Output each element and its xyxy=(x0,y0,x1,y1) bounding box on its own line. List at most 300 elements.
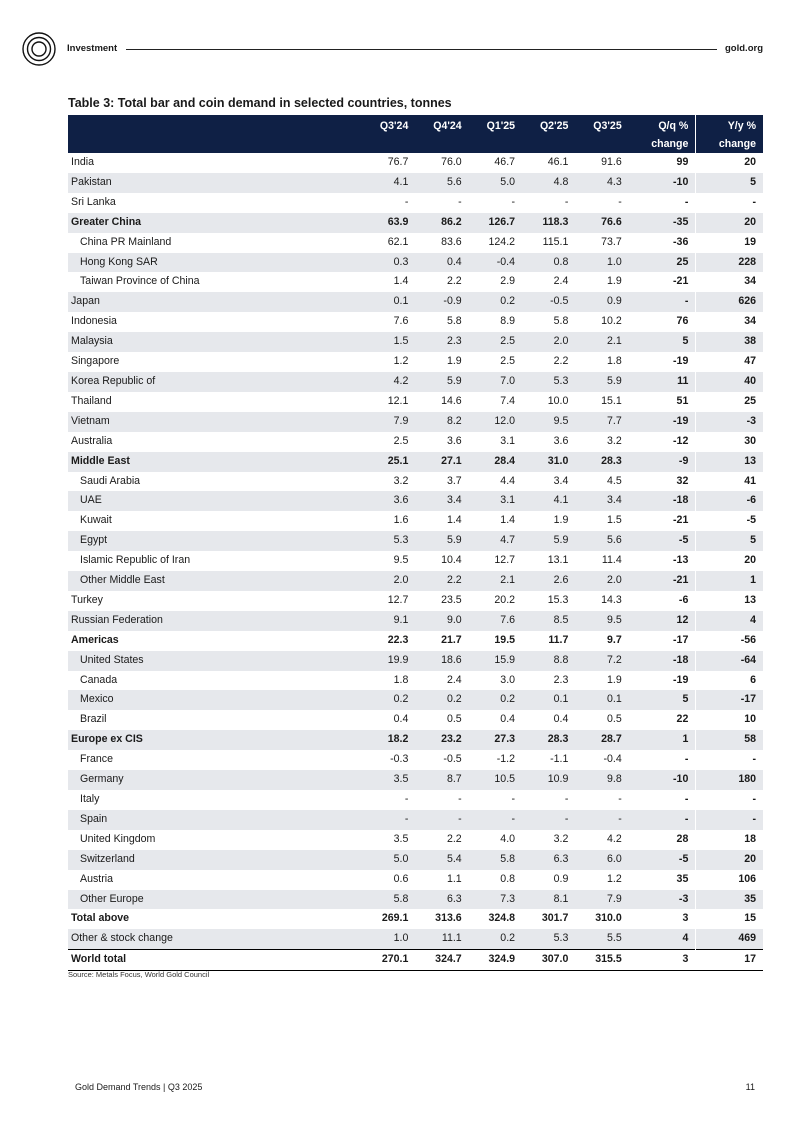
table-row xyxy=(68,730,763,750)
table-row xyxy=(68,312,763,332)
value-cell: 3.6 xyxy=(446,434,462,447)
table-row xyxy=(68,571,763,591)
value-cell: 1.1 xyxy=(446,872,462,885)
qq-change-cell: - xyxy=(684,195,689,208)
qq-change-cell: 51 xyxy=(676,394,689,407)
row-label: Other & stock change xyxy=(68,929,362,949)
value-cell: 6.0 xyxy=(575,850,628,870)
value-cell: 12.7 xyxy=(494,554,516,567)
row-label: Vietnam xyxy=(68,412,362,432)
page-header xyxy=(22,32,763,66)
table-row xyxy=(68,511,763,531)
value-cell: 3.4 xyxy=(415,491,468,511)
value-cell: 7.6 xyxy=(469,611,522,631)
yy-change-cell: 41 xyxy=(696,472,763,492)
value-cell: 3.6 xyxy=(362,491,415,511)
value-cell: 0.5 xyxy=(446,713,462,726)
row-label: World total xyxy=(68,950,362,971)
value-cell: -1.2 xyxy=(496,753,516,766)
value-cell: 118.3 xyxy=(522,213,575,233)
qq-change-cell: 5 xyxy=(629,332,696,352)
yy-change-cell: - xyxy=(696,193,763,213)
qq-change-cell: -9 xyxy=(629,452,696,472)
value-cell: 307.0 xyxy=(522,950,575,971)
qq-change-cell: -36 xyxy=(673,235,689,248)
yy-change-cell: 35 xyxy=(696,890,763,910)
yy-change-cell: 6 xyxy=(696,671,763,691)
value-cell: 0.8 xyxy=(522,253,575,273)
header-divider xyxy=(126,49,717,50)
qq-change-cell: -10 xyxy=(629,173,696,193)
yy-header-line: Y/y % xyxy=(727,120,756,132)
value-cell: 10.5 xyxy=(469,770,522,790)
value-cell: 7.7 xyxy=(575,412,628,432)
qq-change-cell: -21 xyxy=(673,514,689,527)
row-label: France xyxy=(80,753,113,766)
value-cell: 2.3 xyxy=(553,673,569,686)
value-cell: 1.9 xyxy=(606,275,622,288)
value-cell: 10.4 xyxy=(441,554,462,567)
value-cell: 7.9 xyxy=(362,412,415,432)
qq-change-cell: 4 xyxy=(629,929,696,949)
value-cell: 2.1 xyxy=(575,332,628,352)
table-row xyxy=(68,790,763,810)
yy-change-cell: -64 xyxy=(696,651,763,671)
table-row xyxy=(68,750,763,770)
qq-header-line: change xyxy=(651,138,689,150)
qq-change-cell: -18 xyxy=(629,491,696,511)
value-cell: 5.3 xyxy=(522,372,575,392)
value-cell: 2.9 xyxy=(500,275,516,288)
qq-change-header xyxy=(629,115,696,153)
yy-change-cell: 20 xyxy=(696,551,763,571)
value-cell: 28.3 xyxy=(575,452,628,472)
yy-change-cell: 34 xyxy=(696,312,763,332)
value-cell: 126.7 xyxy=(469,213,522,233)
row-label: Italy xyxy=(80,793,100,805)
value-cell: 63.9 xyxy=(362,213,415,233)
source-note: Source: Metals Focus, World Gold Council xyxy=(68,970,210,979)
value-cell: 7.3 xyxy=(469,890,522,910)
yy-change-cell: 4 xyxy=(696,611,763,631)
value-cell: 6.3 xyxy=(415,890,468,910)
value-cell: 5.8 xyxy=(553,315,569,328)
value-cell: 31.0 xyxy=(522,452,575,472)
value-cell: 18.2 xyxy=(362,730,415,750)
value-cell: -0.3 xyxy=(390,753,409,766)
yy-change-cell: -6 xyxy=(696,491,763,511)
column-header: Q1'25 xyxy=(469,115,522,153)
table-title: Table 3: Total bar and coin demand in selected countries, tonnes xyxy=(68,96,452,110)
qq-change-cell: 35 xyxy=(676,872,689,885)
value-cell: 2.2 xyxy=(553,355,569,368)
value-cell: 19.5 xyxy=(494,633,516,646)
value-cell: 301.7 xyxy=(541,912,569,925)
value-cell: 86.2 xyxy=(415,213,468,233)
table-row xyxy=(68,611,763,631)
column-header: Q4'24 xyxy=(415,115,468,153)
value-cell: 4.8 xyxy=(522,173,575,193)
table-row xyxy=(68,890,763,910)
value-cell: 2.3 xyxy=(415,332,468,352)
value-cell: 20.2 xyxy=(494,593,516,606)
value-cell: 73.7 xyxy=(601,235,622,248)
value-cell: 14.6 xyxy=(441,394,462,407)
row-label: Taiwan Province of China xyxy=(80,275,200,288)
value-cell: 315.5 xyxy=(575,950,628,971)
value-cell: 4.3 xyxy=(575,173,628,193)
yy-change-cell: 20 xyxy=(696,850,763,870)
row-label: United States xyxy=(68,651,362,671)
row-label: Canada xyxy=(80,673,118,686)
value-cell: 4.2 xyxy=(606,832,622,845)
value-cell: 5.6 xyxy=(415,173,468,193)
value-cell: - xyxy=(575,810,628,830)
table-row xyxy=(68,950,763,971)
value-cell: 0.8 xyxy=(500,872,516,885)
value-cell: 8.2 xyxy=(415,412,468,432)
value-cell: 28.7 xyxy=(575,730,628,750)
value-cell: 0.4 xyxy=(500,713,516,726)
yy-change-cell: 228 xyxy=(696,253,763,273)
value-cell: 1.0 xyxy=(575,253,628,273)
row-label: Brazil xyxy=(80,713,107,726)
row-label: Americas xyxy=(71,633,119,646)
value-cell: 10.2 xyxy=(601,315,622,328)
qq-change-cell: - xyxy=(629,810,696,830)
row-label: Pakistan xyxy=(68,173,362,193)
qq-change-cell: -19 xyxy=(673,355,689,368)
value-cell: 3.5 xyxy=(362,770,415,790)
value-cell: 11.4 xyxy=(601,554,622,567)
value-cell: 5.3 xyxy=(522,929,575,949)
value-cell: 4.2 xyxy=(362,372,415,392)
gold-org-logo-icon xyxy=(22,32,56,66)
value-cell: 2.5 xyxy=(393,434,409,447)
value-cell: 4.1 xyxy=(362,173,415,193)
table-row xyxy=(68,272,763,292)
table-row xyxy=(68,452,763,472)
value-cell: 0.2 xyxy=(415,690,468,710)
yy-change-cell: -56 xyxy=(696,631,763,651)
qq-change-cell: 25 xyxy=(629,253,696,273)
yy-change-cell: 180 xyxy=(696,770,763,790)
value-cell: 5.3 xyxy=(362,531,415,551)
value-cell: 22.3 xyxy=(387,633,409,646)
value-cell: 0.3 xyxy=(362,253,415,273)
table-row xyxy=(68,372,763,392)
value-cell: - xyxy=(511,793,516,805)
row-label: China PR Mainland xyxy=(80,235,172,248)
value-cell: 2.1 xyxy=(469,571,522,591)
value-cell: 1.5 xyxy=(362,332,415,352)
value-cell: 2.2 xyxy=(446,275,462,288)
yy-change-cell: 10 xyxy=(696,710,763,730)
value-cell: 115.1 xyxy=(542,235,569,248)
value-cell: 2.0 xyxy=(522,332,575,352)
value-cell: 0.1 xyxy=(362,292,415,312)
value-cell: 28.3 xyxy=(522,730,575,750)
value-cell: 5.0 xyxy=(362,850,415,870)
value-cell: - xyxy=(458,793,462,805)
column-header: Q2'25 xyxy=(522,115,575,153)
qq-change-cell: -18 xyxy=(629,651,696,671)
table-row xyxy=(68,551,763,571)
table-header-row xyxy=(68,115,763,153)
value-cell: 0.4 xyxy=(415,253,468,273)
value-cell: 1.8 xyxy=(393,673,409,686)
header-blank xyxy=(68,115,362,153)
table-row xyxy=(68,432,763,452)
value-cell: 2.2 xyxy=(446,832,462,845)
row-label: Russian Federation xyxy=(68,611,362,631)
yy-change-cell: 19 xyxy=(696,233,763,253)
value-cell: 3.1 xyxy=(500,434,516,447)
value-cell: 10.0 xyxy=(547,394,569,407)
value-cell: 1.9 xyxy=(606,673,622,686)
row-label: India xyxy=(71,156,94,168)
qq-change-cell: -6 xyxy=(678,593,689,606)
value-cell: -0.9 xyxy=(415,292,468,312)
value-cell: 76.7 xyxy=(387,156,409,168)
value-cell: 324.8 xyxy=(488,912,516,925)
table-row xyxy=(68,491,763,511)
table-row xyxy=(68,591,763,611)
value-cell: 12.0 xyxy=(469,412,522,432)
qq-change-cell: 5 xyxy=(629,690,696,710)
table-row xyxy=(68,292,763,312)
qq-change-cell: 11 xyxy=(629,372,696,392)
value-cell: 6.3 xyxy=(522,850,575,870)
value-cell: - xyxy=(564,195,569,208)
yy-change-cell: 30 xyxy=(696,432,763,452)
table-row xyxy=(68,690,763,710)
value-cell: 12.1 xyxy=(387,394,409,407)
value-cell: 13.1 xyxy=(547,554,569,567)
value-cell: -0.4 xyxy=(469,253,522,273)
value-cell: 5.9 xyxy=(575,372,628,392)
row-label: Indonesia xyxy=(71,315,117,328)
page-number: 11 xyxy=(745,1082,755,1092)
value-cell: 14.3 xyxy=(601,593,622,606)
value-cell: 1.5 xyxy=(606,514,622,527)
value-cell: 21.7 xyxy=(441,633,462,646)
yy-change-cell: 13 xyxy=(696,452,763,472)
value-cell: - xyxy=(362,810,415,830)
value-cell: -1.1 xyxy=(550,753,569,766)
value-cell: 76.0 xyxy=(441,156,462,168)
value-cell: 0.2 xyxy=(469,690,522,710)
yy-change-cell: 40 xyxy=(696,372,763,392)
value-cell: 8.5 xyxy=(522,611,575,631)
table-row xyxy=(68,173,763,193)
value-cell: 46.7 xyxy=(494,156,516,168)
row-label: Switzerland xyxy=(68,850,362,870)
yy-change-cell: 18 xyxy=(696,830,763,850)
yy-change-cell: 20 xyxy=(696,213,763,233)
value-cell: - xyxy=(415,810,468,830)
value-cell: - xyxy=(458,195,462,208)
yy-change-cell: 58 xyxy=(696,730,763,750)
table-row xyxy=(68,671,763,691)
row-label: Saudi Arabia xyxy=(80,474,141,487)
value-cell: -0.5 xyxy=(522,292,575,312)
row-label: Germany xyxy=(68,770,362,790)
value-cell: 3.0 xyxy=(500,673,516,686)
value-cell: 8.9 xyxy=(500,315,516,328)
qq-change-cell: 76 xyxy=(676,315,689,328)
value-cell: 5.9 xyxy=(415,531,468,551)
row-label: Egypt xyxy=(68,531,362,551)
qq-change-cell: 32 xyxy=(676,474,689,487)
row-label: Kuwait xyxy=(80,514,112,527)
value-cell: 2.6 xyxy=(522,571,575,591)
value-cell: 23.5 xyxy=(441,593,462,606)
value-cell: 76.6 xyxy=(575,213,628,233)
yy-change-cell: -3 xyxy=(696,412,763,432)
value-cell: 5.8 xyxy=(362,890,415,910)
row-label: Austria xyxy=(80,872,113,885)
qq-change-cell: -21 xyxy=(673,275,689,288)
table-row xyxy=(68,651,763,671)
qq-change-cell: -35 xyxy=(629,213,696,233)
value-cell: 5.6 xyxy=(575,531,628,551)
table-row xyxy=(68,850,763,870)
yy-change-cell: -17 xyxy=(696,690,763,710)
footer-publication: Gold Demand Trends | Q3 2025 xyxy=(75,1082,203,1092)
value-cell: 310.0 xyxy=(595,912,622,925)
qq-change-cell: 1 xyxy=(629,730,696,750)
value-cell: 1.6 xyxy=(393,514,409,527)
table-row xyxy=(68,830,763,850)
value-cell: 4.4 xyxy=(500,474,516,487)
yy-change-cell: - xyxy=(696,750,763,770)
row-label: Turkey xyxy=(71,593,103,606)
value-cell: 9.1 xyxy=(362,611,415,631)
value-cell: 28.4 xyxy=(469,452,522,472)
value-cell: 313.6 xyxy=(435,912,462,925)
value-cell: 46.1 xyxy=(547,156,569,168)
value-cell: -0.4 xyxy=(603,753,622,766)
value-cell: 15.9 xyxy=(469,651,522,671)
value-cell: 4.7 xyxy=(469,531,522,551)
yy-change-cell: 15 xyxy=(696,909,763,929)
value-cell: 15.3 xyxy=(547,593,569,606)
value-cell: - xyxy=(511,195,516,208)
value-cell: - xyxy=(404,793,409,805)
value-cell: - xyxy=(522,810,575,830)
qq-change-cell: -5 xyxy=(629,850,696,870)
value-cell: 4.5 xyxy=(606,474,622,487)
value-cell: 5.9 xyxy=(415,372,468,392)
value-cell: -0.5 xyxy=(443,753,462,766)
value-cell: 0.9 xyxy=(575,292,628,312)
value-cell: 1.2 xyxy=(393,355,409,368)
qq-change-cell: -17 xyxy=(673,633,689,646)
row-label: Malaysia xyxy=(68,332,362,352)
value-cell: 7.2 xyxy=(575,651,628,671)
value-cell: 2.4 xyxy=(553,275,569,288)
value-cell: 1.9 xyxy=(446,355,462,368)
row-label: UAE xyxy=(68,491,362,511)
table-row xyxy=(68,253,763,273)
yy-change-cell: 20 xyxy=(696,153,763,173)
row-label: Thailand xyxy=(71,394,112,407)
value-cell: 4.1 xyxy=(522,491,575,511)
qq-change-cell: -21 xyxy=(629,571,696,591)
value-cell: 18.6 xyxy=(415,651,468,671)
table-row xyxy=(68,332,763,352)
table-row xyxy=(68,870,763,890)
value-cell: 0.6 xyxy=(393,872,409,885)
value-cell: 2.0 xyxy=(362,571,415,591)
qq-change-cell: -5 xyxy=(629,531,696,551)
row-label: Other Europe xyxy=(68,890,362,910)
value-cell: 5.9 xyxy=(522,531,575,551)
value-cell: 19.9 xyxy=(362,651,415,671)
table-row xyxy=(68,392,763,412)
qq-change-cell: -19 xyxy=(629,412,696,432)
table-row xyxy=(68,710,763,730)
yy-change-cell: 25 xyxy=(696,392,763,412)
value-cell: 10.9 xyxy=(522,770,575,790)
value-cell: - xyxy=(469,810,522,830)
value-cell: 1.4 xyxy=(393,275,409,288)
value-cell: 91.6 xyxy=(601,156,622,168)
value-cell: 1.9 xyxy=(553,514,569,527)
value-cell: 269.1 xyxy=(381,912,409,925)
demand-table xyxy=(68,115,763,971)
value-cell: 15.1 xyxy=(601,394,622,407)
table-row xyxy=(68,909,763,929)
value-cell: 270.1 xyxy=(362,950,415,971)
value-cell: 11.1 xyxy=(415,929,468,949)
row-label: Mexico xyxy=(68,690,362,710)
column-header: Q3'24 xyxy=(362,115,415,153)
row-label: Korea Republic of xyxy=(68,372,362,392)
value-cell: 3.5 xyxy=(393,832,409,845)
value-cell: 324.7 xyxy=(415,950,468,971)
value-cell: 7.6 xyxy=(393,315,409,328)
qq-change-cell: -3 xyxy=(629,890,696,910)
value-cell: 5.8 xyxy=(469,850,522,870)
qq-change-cell: - xyxy=(684,753,689,766)
row-label: Other Middle East xyxy=(68,571,362,591)
yy-change-cell: 5 xyxy=(696,173,763,193)
value-cell: - xyxy=(564,793,569,805)
value-cell: 8.7 xyxy=(415,770,468,790)
qq-change-cell: 3 xyxy=(629,950,696,971)
table-row xyxy=(68,352,763,372)
qq-change-cell: - xyxy=(629,292,696,312)
yy-change-cell: 34 xyxy=(696,272,763,292)
value-cell: 12.7 xyxy=(387,593,409,606)
value-cell: 5.0 xyxy=(469,173,522,193)
yy-change-cell: 5 xyxy=(696,531,763,551)
value-cell: 124.2 xyxy=(488,235,516,248)
table-row xyxy=(68,193,763,213)
yy-change-cell: 17 xyxy=(696,950,763,971)
qq-change-cell: 28 xyxy=(676,832,689,845)
qq-change-cell: 99 xyxy=(676,156,689,168)
value-cell: 7.9 xyxy=(575,890,628,910)
value-cell: 0.5 xyxy=(606,713,622,726)
qq-change-cell: -12 xyxy=(673,434,689,447)
value-cell: 8.1 xyxy=(522,890,575,910)
row-label: Hong Kong SAR xyxy=(68,253,362,273)
value-cell: 0.2 xyxy=(469,929,522,949)
row-label: United Kingdom xyxy=(80,832,156,845)
